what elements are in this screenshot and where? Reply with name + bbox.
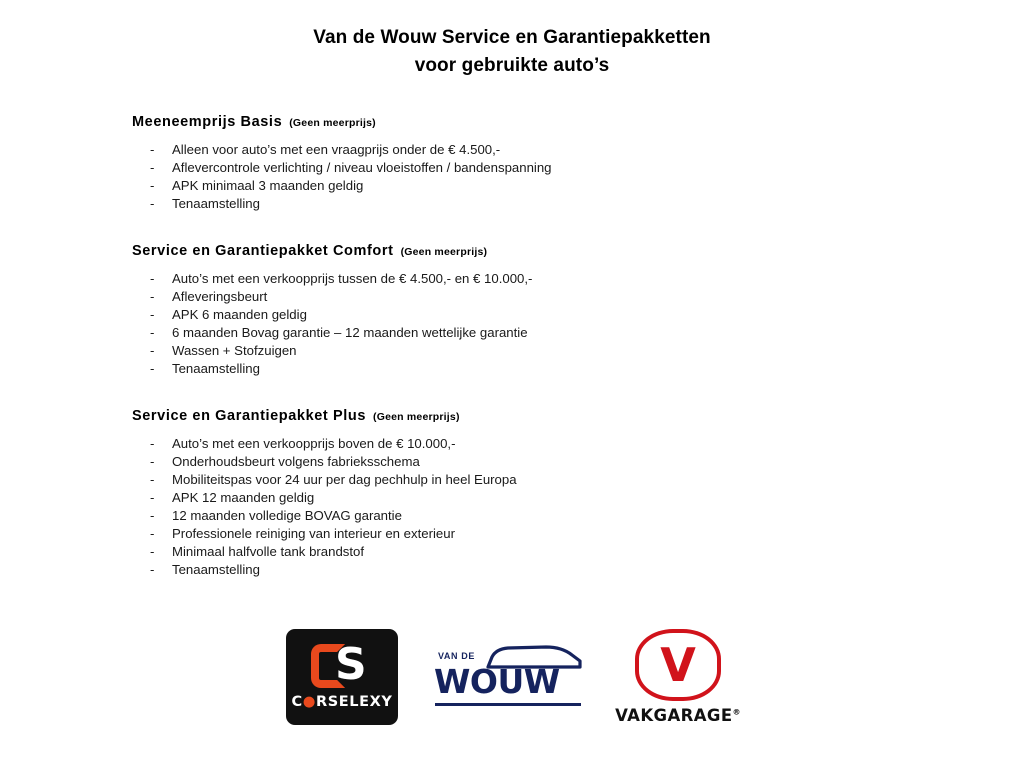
bullet-dash: - bbox=[150, 472, 155, 487]
bullet-dash: - bbox=[150, 508, 155, 523]
bullet-dash: - bbox=[150, 490, 155, 505]
bullet-dash: - bbox=[150, 454, 155, 469]
list-item bbox=[146, 270, 892, 288]
list-item-text: Afleveringsbeurt bbox=[172, 289, 268, 304]
vakgarage-letter: V bbox=[660, 638, 696, 692]
carselexy-logo bbox=[286, 629, 398, 725]
list-item bbox=[146, 195, 892, 213]
list-item bbox=[146, 306, 892, 324]
list-item bbox=[146, 435, 892, 453]
list-item-text: Tenaamstelling bbox=[172, 196, 260, 211]
section-plus-note: (Geen meerprijs) bbox=[373, 411, 460, 423]
bullet-dash: - bbox=[150, 142, 155, 157]
list-item-text: APK 12 maanden geldig bbox=[172, 490, 315, 505]
bullet-dash: - bbox=[150, 271, 155, 286]
list-item-text: 6 maanden Bovag garantie – 12 maanden wettelijke garantie bbox=[172, 325, 528, 340]
section-comfort-note: (Geen meerprijs) bbox=[400, 246, 488, 258]
section-basis-note: (Geen meerprijs) bbox=[289, 117, 376, 129]
list-item bbox=[146, 177, 892, 195]
section-comfort bbox=[132, 243, 892, 378]
section-basis-heading bbox=[132, 114, 892, 130]
list-item-text: Auto’s met een verkoopprijs tussen de € 4.500,- en € 10.000,- bbox=[172, 271, 533, 286]
bullet-dash: - bbox=[150, 544, 155, 559]
bullet-dash: - bbox=[150, 196, 155, 211]
vakgarage-wordmark bbox=[615, 706, 741, 725]
section-comfort-list bbox=[132, 270, 892, 378]
bullet-dash: - bbox=[150, 160, 155, 175]
list-item-text: Onderhoudsbeurt volgens fabrieksschema bbox=[172, 454, 420, 469]
wouw-small-text: VAN DE bbox=[438, 651, 475, 661]
vakgarage-wordmark-text: VAKGARAGE bbox=[615, 706, 733, 725]
section-plus bbox=[132, 408, 892, 579]
bullet-dash: - bbox=[150, 289, 155, 304]
list-item bbox=[146, 489, 892, 507]
list-item-text: 12 maanden volledige BOVAG garantie bbox=[172, 508, 402, 523]
bullet-dash: - bbox=[150, 307, 155, 322]
bullet-dash: - bbox=[150, 178, 155, 193]
list-item-text: Professionele reiniging van interieur en exterieur bbox=[172, 526, 455, 541]
document-content bbox=[132, 114, 892, 579]
wouw-underline bbox=[435, 703, 581, 706]
bullet-dash: - bbox=[150, 562, 155, 577]
list-item bbox=[146, 360, 892, 378]
list-item-text: Alleen voor auto’s met een vraagprijs onder de € 4.500,- bbox=[172, 142, 501, 157]
list-item bbox=[146, 543, 892, 561]
section-basis-list bbox=[132, 141, 892, 213]
vakgarage-logo bbox=[615, 629, 741, 725]
list-item bbox=[146, 141, 892, 159]
list-item bbox=[146, 525, 892, 543]
section-plus-heading-text: Service en Garantiepakket Plus bbox=[132, 408, 366, 424]
vakgarage-badge-icon bbox=[635, 629, 721, 701]
carselexy-wordmark-prefix: C bbox=[291, 694, 303, 710]
list-item-text: Mobiliteitspas voor 24 uur per dag pechhulp in heel Europa bbox=[172, 472, 517, 487]
carselexy-wordmark-accent: ● bbox=[302, 694, 316, 710]
bullet-dash: - bbox=[150, 526, 155, 541]
list-item-text: Tenaamstelling bbox=[172, 562, 260, 577]
list-item-text: Aflevercontrole verlichting / niveau vloeistoffen / bandenspanning bbox=[172, 160, 552, 175]
title-line-1: Van de Wouw Service en Garantiepakketten bbox=[313, 27, 711, 48]
bullet-dash: - bbox=[150, 361, 155, 376]
list-item bbox=[146, 159, 892, 177]
list-item-text: Auto’s met een verkoopprijs boven de € 10.000,- bbox=[172, 436, 456, 451]
list-item-text: APK 6 maanden geldig bbox=[172, 307, 307, 322]
bullet-dash: - bbox=[150, 343, 155, 358]
list-item bbox=[146, 561, 892, 579]
list-item bbox=[146, 324, 892, 342]
carselexy-s-letter: S bbox=[335, 639, 367, 690]
list-item bbox=[146, 342, 892, 360]
section-comfort-heading-text: Service en Garantiepakket Comfort bbox=[132, 243, 394, 259]
title-line-2: voor gebruikte auto’s bbox=[414, 55, 610, 76]
carselexy-wordmark bbox=[291, 694, 392, 710]
wouw-main-text: WOUW bbox=[434, 662, 560, 701]
list-item bbox=[146, 471, 892, 489]
list-item-text: Minimaal halfvolle tank brandstof bbox=[172, 544, 365, 559]
list-item-text: Wassen + Stofzuigen bbox=[172, 343, 297, 358]
section-basis bbox=[132, 114, 892, 213]
list-item bbox=[146, 507, 892, 525]
bullet-dash: - bbox=[150, 325, 155, 340]
logo-row bbox=[0, 628, 1024, 726]
carselexy-mark-icon bbox=[311, 639, 373, 690]
section-comfort-heading bbox=[132, 243, 892, 259]
van-de-wouw-logo bbox=[432, 641, 584, 713]
section-basis-heading-text: Meeneemprijs Basis bbox=[132, 114, 283, 130]
list-item bbox=[146, 453, 892, 471]
section-plus-heading bbox=[132, 408, 892, 424]
list-item bbox=[146, 288, 892, 306]
carselexy-wordmark-main: RSELEXY bbox=[315, 694, 393, 710]
bullet-dash: - bbox=[150, 436, 155, 451]
document-title bbox=[132, 24, 892, 80]
list-item-text: APK minimaal 3 maanden geldig bbox=[172, 178, 364, 193]
list-item-text: Tenaamstelling bbox=[172, 361, 260, 376]
registered-mark: ® bbox=[732, 707, 741, 717]
section-plus-list bbox=[132, 435, 892, 579]
